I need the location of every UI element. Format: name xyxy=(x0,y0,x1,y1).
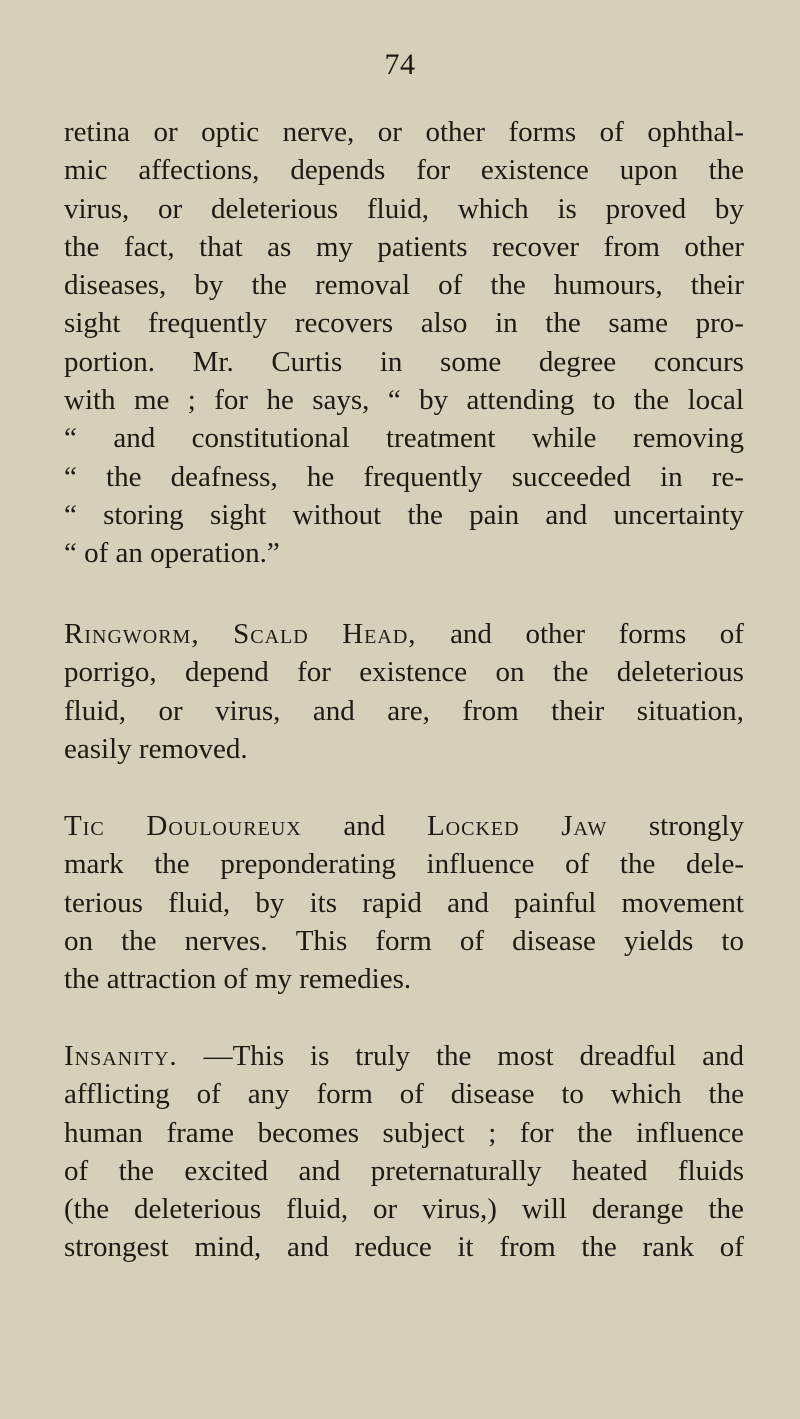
word: from xyxy=(603,230,660,263)
text-line xyxy=(64,228,744,266)
word: and xyxy=(447,886,489,919)
word: rapid xyxy=(362,886,422,919)
word: Mr. xyxy=(192,345,234,378)
text-line xyxy=(64,653,744,691)
word: the xyxy=(407,498,443,531)
word: Curtis xyxy=(271,345,343,378)
word: the xyxy=(64,230,100,263)
word: This xyxy=(295,924,348,957)
text-line xyxy=(64,845,744,883)
word: treatment xyxy=(385,422,496,455)
word: removed. xyxy=(138,732,248,765)
word: my xyxy=(254,963,300,996)
word: without xyxy=(292,498,382,531)
text-line xyxy=(64,1228,744,1266)
word: Ringworm, xyxy=(64,618,200,650)
word: recover xyxy=(492,230,580,263)
word: strongest xyxy=(64,1231,169,1264)
word: virus,) xyxy=(422,1193,497,1226)
word: ; xyxy=(488,1116,497,1149)
word: movement xyxy=(621,886,744,919)
word: in xyxy=(495,307,518,340)
word: ophthal- xyxy=(647,116,744,148)
word: Scald xyxy=(233,618,309,650)
word: the xyxy=(251,269,287,302)
word: reduce xyxy=(354,1231,432,1264)
word: form xyxy=(316,1078,373,1111)
word: derange xyxy=(591,1193,684,1226)
word: pro- xyxy=(695,307,744,340)
word: of xyxy=(399,1078,424,1111)
word: the xyxy=(581,1231,617,1264)
word: virus, xyxy=(215,694,281,727)
word: terious xyxy=(64,886,143,919)
paragraph-ophthalmic xyxy=(64,113,744,573)
word: the xyxy=(708,154,744,187)
word: fluid, xyxy=(168,886,231,919)
text-line xyxy=(64,1152,744,1190)
word: remedies. xyxy=(299,963,412,996)
word: uncertainty xyxy=(613,498,744,531)
text-line xyxy=(64,1037,744,1075)
word: the xyxy=(552,656,589,689)
word: the xyxy=(154,848,190,881)
word: disease xyxy=(512,924,596,957)
word: some xyxy=(440,345,502,378)
word: frequently xyxy=(148,307,268,340)
word: he xyxy=(266,384,294,417)
word: any xyxy=(247,1078,290,1111)
word: the xyxy=(490,269,526,302)
word: “ xyxy=(64,498,77,531)
word: sight xyxy=(64,307,121,340)
word: affections, xyxy=(138,154,260,187)
word: nerves. xyxy=(184,924,268,957)
word: influence xyxy=(636,1116,744,1149)
word: existence xyxy=(359,656,468,689)
text-line xyxy=(64,113,744,151)
word: on xyxy=(64,924,93,957)
word: and xyxy=(343,810,386,842)
word: the xyxy=(708,1193,744,1226)
word: deleterious xyxy=(210,192,339,225)
word: and xyxy=(298,1154,341,1187)
word: or xyxy=(372,1193,398,1226)
word: attraction xyxy=(106,963,224,996)
word: dreadful xyxy=(579,1040,677,1072)
word: strongly xyxy=(648,810,744,842)
text-line xyxy=(64,960,744,998)
paragraph-ringworm xyxy=(64,615,744,768)
word: dele- xyxy=(686,848,744,881)
word: or xyxy=(153,116,178,148)
word: is xyxy=(310,1040,330,1072)
word: fact, xyxy=(123,230,175,263)
word: of xyxy=(438,269,463,302)
text-line xyxy=(64,419,744,457)
word: that xyxy=(199,230,243,263)
word: (the xyxy=(64,1193,110,1226)
word: “ xyxy=(387,384,401,417)
word: or xyxy=(158,694,183,727)
word: ; xyxy=(187,384,196,417)
word: the xyxy=(118,1154,154,1187)
word: Insanity. xyxy=(64,1040,178,1072)
word: mind, xyxy=(194,1231,262,1264)
word: mic xyxy=(64,154,108,187)
word: preternaturally xyxy=(370,1154,542,1187)
word: local xyxy=(687,384,744,417)
word: easily xyxy=(64,732,139,765)
word: other xyxy=(425,116,486,148)
word: of xyxy=(599,116,624,148)
word: patients xyxy=(377,230,468,263)
word: sight xyxy=(209,498,267,531)
text-line xyxy=(64,534,744,572)
paragraph-insanity xyxy=(64,1037,744,1267)
text-line xyxy=(64,884,744,922)
word: in xyxy=(379,345,403,378)
word: becomes xyxy=(257,1116,360,1149)
word: depend xyxy=(184,656,269,689)
word: retina xyxy=(64,116,131,148)
word: he xyxy=(306,460,335,493)
word: rank xyxy=(642,1231,695,1264)
word: while xyxy=(531,422,597,455)
word: are, xyxy=(387,694,430,727)
word: constitutional xyxy=(191,422,350,455)
word: and xyxy=(450,618,492,650)
word: disease xyxy=(450,1078,535,1111)
word: portion. xyxy=(64,345,156,378)
text-line xyxy=(64,151,744,189)
word: other xyxy=(684,230,744,263)
word: deleterious xyxy=(133,1193,262,1226)
word: the xyxy=(64,963,107,996)
word: “ xyxy=(64,537,85,570)
word: of xyxy=(84,537,116,570)
word: excited xyxy=(184,1154,269,1187)
text-line xyxy=(64,266,744,304)
word: diseases, xyxy=(64,269,167,302)
word: the xyxy=(619,848,656,881)
word: proved xyxy=(605,192,687,225)
paragraph-tic-douloureux xyxy=(64,807,744,998)
word: and xyxy=(312,694,355,727)
word: or xyxy=(158,192,183,225)
text-line xyxy=(64,730,744,768)
word: of xyxy=(719,1231,744,1264)
word: frame xyxy=(166,1116,235,1149)
word: to xyxy=(592,384,616,417)
word: forms xyxy=(508,116,577,148)
word: and xyxy=(113,422,156,455)
word: of xyxy=(459,924,485,957)
word: an xyxy=(115,537,151,570)
text-line xyxy=(64,922,744,960)
word: which xyxy=(457,192,529,225)
text-line xyxy=(64,304,744,342)
word: “ xyxy=(64,422,77,455)
word: the xyxy=(708,1078,744,1111)
word: the xyxy=(633,384,670,417)
word: is xyxy=(557,192,577,225)
word: removing xyxy=(632,422,744,455)
word: from xyxy=(462,694,519,727)
word: the xyxy=(106,460,142,493)
word: and xyxy=(286,1231,329,1264)
word: human xyxy=(64,1116,143,1149)
word: also xyxy=(420,307,468,340)
word: for xyxy=(416,154,451,187)
word: and xyxy=(702,1040,744,1072)
word: nerve, xyxy=(282,116,355,148)
word: preponderating xyxy=(220,848,396,881)
word: mark xyxy=(64,848,124,881)
word: porrigo, xyxy=(64,656,157,689)
word: for xyxy=(297,656,331,689)
word: Tic xyxy=(64,810,105,842)
word: Head, xyxy=(342,618,417,650)
word: in xyxy=(660,460,683,493)
word: attending xyxy=(466,384,575,417)
word: deafness, xyxy=(170,460,278,493)
word: re- xyxy=(711,460,744,493)
word: for xyxy=(214,384,249,417)
word: it xyxy=(457,1231,474,1264)
word: optic xyxy=(201,116,260,148)
text-line xyxy=(64,458,744,496)
word: their xyxy=(690,269,744,302)
word: Jaw xyxy=(561,810,608,842)
text-line xyxy=(64,381,744,419)
word: of xyxy=(196,1078,221,1111)
word: to xyxy=(721,924,744,957)
word: of xyxy=(223,963,255,996)
word: —This xyxy=(203,1040,285,1072)
word: removal xyxy=(315,269,411,302)
word: frequently xyxy=(363,460,483,493)
word: humours, xyxy=(553,269,663,302)
word: of xyxy=(719,618,744,650)
text-line xyxy=(64,343,744,381)
word: form xyxy=(375,924,432,957)
word: painful xyxy=(514,886,597,919)
word: on xyxy=(495,656,525,689)
word: storing xyxy=(103,498,184,531)
word: and xyxy=(545,498,588,531)
word: existence xyxy=(480,154,589,187)
word: succeeded xyxy=(511,460,631,493)
word: by xyxy=(255,886,285,919)
text-line xyxy=(64,1114,744,1152)
text-line xyxy=(64,692,744,730)
word: or xyxy=(377,116,402,148)
word: which xyxy=(610,1078,682,1111)
word: by xyxy=(714,192,744,225)
word: fluid, xyxy=(64,694,127,727)
word: afflicting xyxy=(64,1078,170,1111)
word: virus, xyxy=(64,192,130,225)
word: most xyxy=(497,1040,554,1072)
word: as xyxy=(267,230,292,263)
word: other xyxy=(525,618,586,650)
word: me xyxy=(133,384,170,417)
word: will xyxy=(521,1193,567,1226)
word: their xyxy=(551,694,605,727)
word: for xyxy=(519,1116,554,1149)
word: the xyxy=(435,1040,472,1072)
word: with xyxy=(64,384,116,417)
word: heated xyxy=(571,1154,648,1187)
text-line xyxy=(64,615,744,653)
page-number: 74 xyxy=(384,48,416,81)
word: “ xyxy=(64,460,77,493)
word: pain xyxy=(469,498,520,531)
word: fluid, xyxy=(367,192,430,225)
word: fluid, xyxy=(286,1193,349,1226)
word: same xyxy=(608,307,668,340)
word: subject xyxy=(382,1116,465,1149)
word: fluids xyxy=(677,1154,744,1187)
word: concurs xyxy=(653,345,744,378)
word: the xyxy=(121,924,157,957)
word: truly xyxy=(355,1040,411,1072)
text-line xyxy=(64,1190,744,1228)
text-line xyxy=(64,807,744,845)
word: operation.” xyxy=(150,537,280,570)
word: from xyxy=(499,1231,556,1264)
word: by xyxy=(419,384,449,417)
word: my xyxy=(315,230,353,263)
text-line xyxy=(64,190,744,228)
word: depends xyxy=(290,154,386,187)
word: situation, xyxy=(636,694,744,727)
text-line xyxy=(64,1075,744,1113)
word: by xyxy=(194,269,224,302)
word: influence xyxy=(426,848,535,881)
word: recovers xyxy=(294,307,394,340)
word: upon xyxy=(619,154,678,187)
text-line xyxy=(64,496,744,534)
word: deleterious xyxy=(616,656,744,689)
word: forms xyxy=(618,618,687,650)
word: of xyxy=(64,1154,89,1187)
word: to xyxy=(561,1078,584,1111)
word: yields xyxy=(624,924,694,957)
word: degree xyxy=(538,345,617,378)
word: of xyxy=(565,848,590,881)
word: Douloureux xyxy=(146,810,302,842)
word: the xyxy=(577,1116,613,1149)
word: says, xyxy=(312,384,370,417)
word: the xyxy=(545,307,581,340)
word: its xyxy=(309,886,338,919)
word: Locked xyxy=(426,810,520,842)
